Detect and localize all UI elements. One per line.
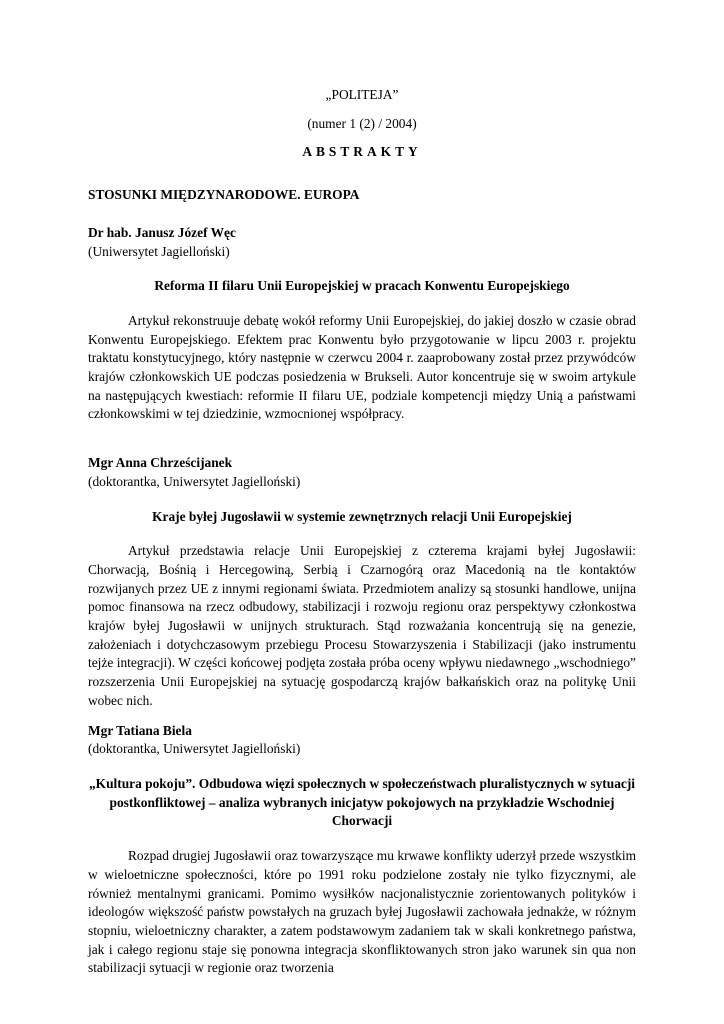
issue-number: (numer 1 (2) / 2004) (307, 115, 417, 131)
article-affiliation: (Uniwersytet Jagielloński) (88, 243, 230, 259)
article-title: „Kultura pokoju”. Odbudowa więzi społecznych w społeczeństwach pluralistycznych w sytuacji postkonfliktowej – analiza wybranych inicjatyw pokojowych na przykładzie Wschodniej Chorwacji (88, 775, 636, 829)
article-author: Mgr Anna Chrześcijanek (88, 455, 233, 471)
article-affiliation: (doktorantka, Uniwersytet Jagielloński) (88, 741, 301, 757)
journal-name: „POLITEJA” (325, 87, 399, 102)
article-author: Dr hab. Janusz Józef Węc (88, 224, 236, 240)
article-abstract: Rozpad drugiej Jugosławii oraz towarzyszące mu krwawe konflikty uderzył przede wszystkim w wieloetniczne społeczności, które po 1991 roku podzielone zostały nie tylko fizycznymi, ale również mentalnymi granicami. Pomimo wysiłków nacjonalistycznie zorientowanych polityków i ideologów większość państw powstałych na gruzach byłej Jugosławii zachowała jednakże, w różnym stopniu, wieloetniczny charakter, a zatem podstawowym zadaniem tak w skali konkretnego państwa, jak i całego regionu staje się ponowna integracja skonfliktowanych stron jako warunek sin qua non stabilizacji sytuacji w regionie oraz tworzenia (88, 848, 636, 976)
article-abstract: Artykuł przedstawia relacje Unii Europejskiej z czterema krajami byłej Jugosławii: Chorwacją, Bośnią i Hercegowiną, Serbią i Czarnogórą oraz Macedonią na tle kontaktów rozwijanych przez UE z innymi regionami świata. Przedmiotem analizy są stosunki handlowe, unijna pomoc finansowa na rzecz odbudowy, stabilizacji i rozwoju regionu oraz perspektywy członkostwa krajów byłej Jugosławii w unijnych strukturach. Stąd rozważania koncentrują się na genezie, założeniach i dotychczasowym przebiegu Procesu Stowarzyszenia i Stabilizacji (jako instrumentu tejże integracji). W części końcowej podjęta została próba oceny wpływu niedawnego „wschodniego” rozszerzenia Unii Europejskiej na sytuację gospodarczą krajów bałkańskich oraz na politykę Unii wobec nich. (88, 543, 636, 708)
article-1 (88, 224, 636, 424)
article-author: Mgr Tatiana Biela (88, 722, 192, 738)
page-heading: ABSTRAKTY (302, 144, 422, 160)
article-title: Reforma II filaru Unii Europejskiej w pracach Konwentu Europejskiego (154, 278, 570, 294)
section-title: STOSUNKI MIĘDZYNARODOWE. EUROPA (88, 187, 360, 203)
document-page (88, 86, 636, 978)
article-2 (88, 454, 636, 710)
article-3 (88, 722, 636, 978)
article-abstract: Artykuł rekonstruuje debatę wokół reformy Unii Europejskiej, do jakiej doszło w czasie obrad Konwentu Europejskiego. Efektem prac Konwentu było przygotowanie w lipcu 2003 r. projektu traktatu konstytucyjnego, który następnie w czerwcu 2004 r. zaaprobowany został przez przywódców krajów członkowskich UE podczas posiedzenia w Brukseli. Autor koncentruje się w swoim artykule na następujących kwestiach: reformie II filaru UE, podziale kompetencji między Unią a państwami członkowskimi w tej dziedzinie, wzmocnionej współpracy. (88, 312, 636, 422)
article-title: Kraje byłej Jugosławii w systemie zewnętrznych relacji Unii Europejskiej (152, 508, 572, 524)
article-affiliation: (doktorantka, Uniwersytet Jagielloński) (88, 473, 301, 489)
